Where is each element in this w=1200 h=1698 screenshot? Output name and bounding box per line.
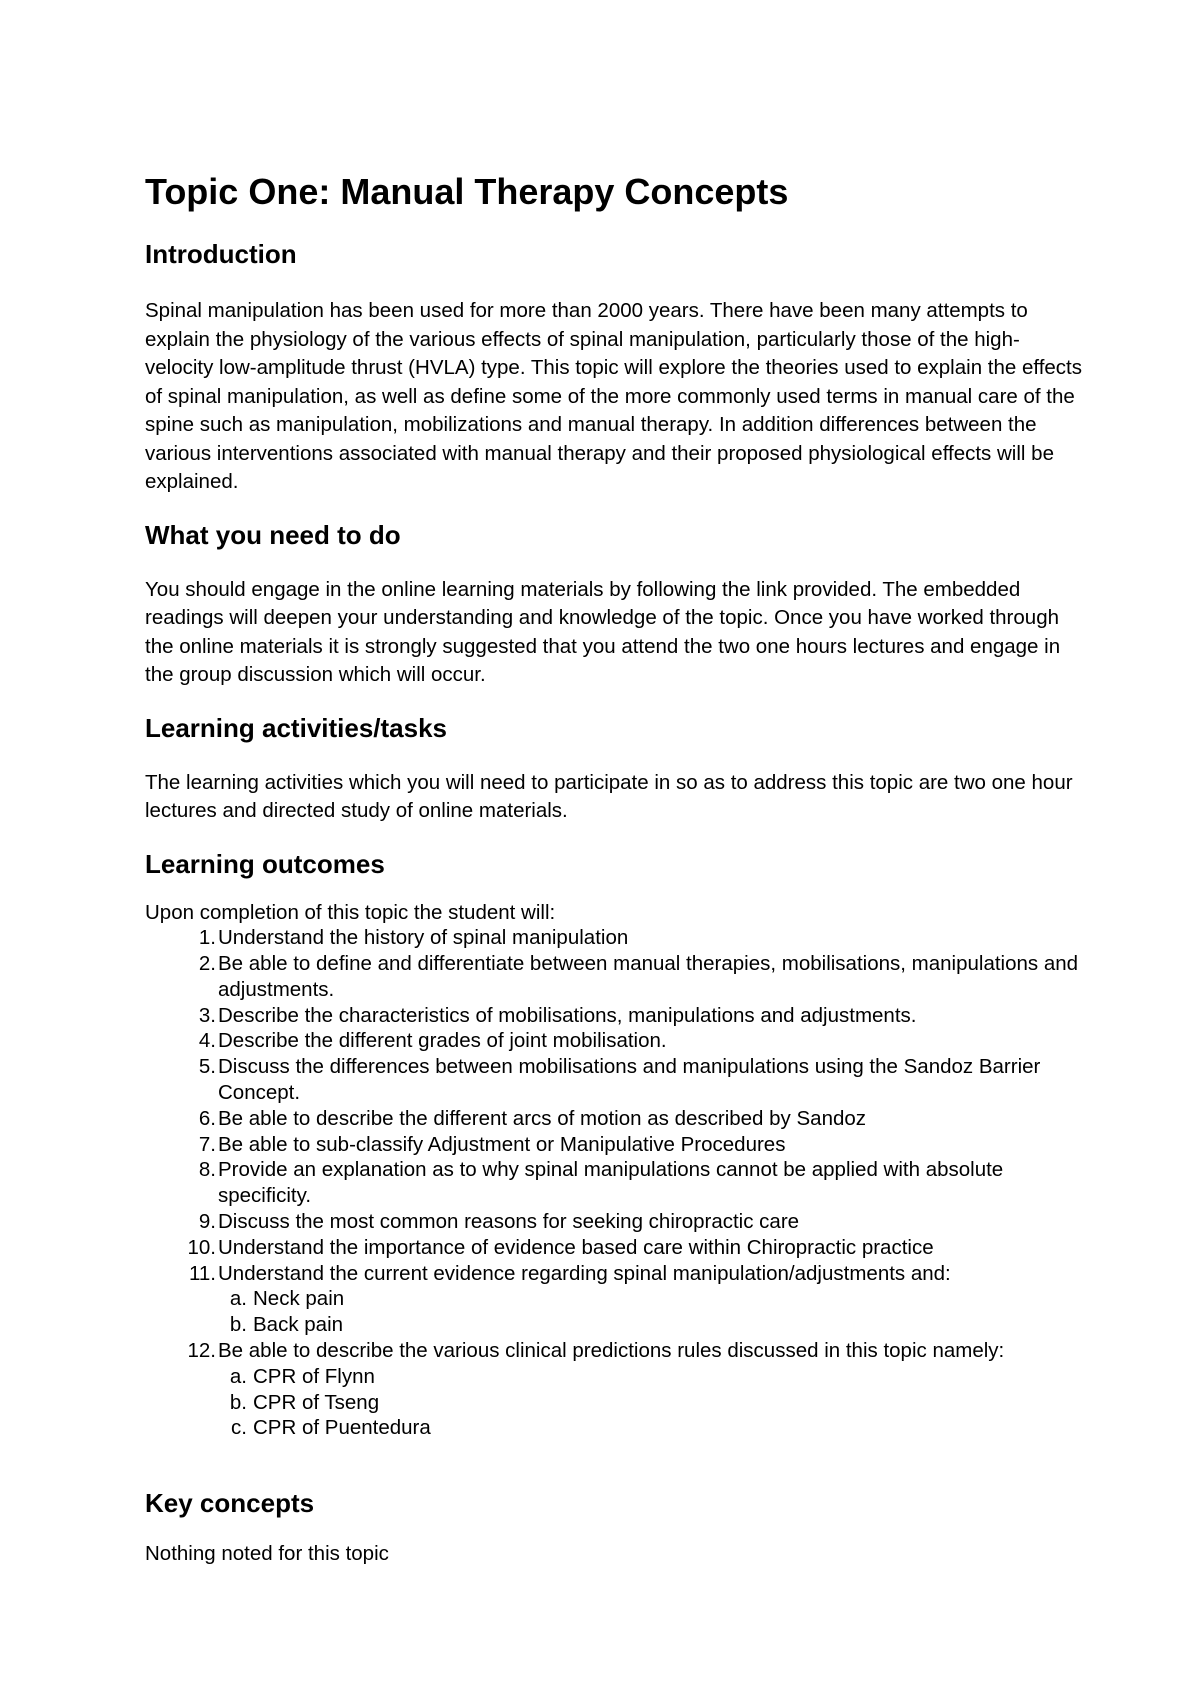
outcome-number: 11.: [189, 1261, 216, 1285]
outcome-number: 12.: [187, 1339, 216, 1363]
outcome-number: 6.: [198, 1106, 216, 1130]
outcome-subitem-text: Back pain: [253, 1313, 344, 1337]
outcome-text: Be able to sub-classify Adjustment or Manipulative Procedures: [218, 1132, 786, 1156]
outcome-text: Be able to describe the different arcs of motion as described by Sandoz: [218, 1106, 867, 1130]
outcome-sublist: [218, 1364, 1085, 1441]
outcome-number: 1.: [198, 926, 216, 950]
outcome-item: [145, 1106, 1085, 1132]
outcome-text: Understand the history of spinal manipulation: [218, 926, 629, 950]
outcome-text: Discuss the most common reasons for seeking chiropractic care: [218, 1210, 800, 1234]
learning-activities-heading: Learning activities/tasks: [145, 712, 448, 743]
outcome-number: 2.: [198, 952, 216, 976]
outcome-number: 7.: [198, 1132, 216, 1156]
outcome-subitem: [218, 1364, 1085, 1390]
what-you-need-to-do-paragraph: You should engage in the online learning materials by following the link provided. The embedded readings will deepen your understanding and knowledge of the topic. Once you have worked through the online materials it is strongly suggested that you attend the two one hours lectures and engage in the group discussion which will occur.: [145, 577, 1061, 686]
outcome-text: Provide an explanation as to why spinal manipulations cannot be applied with absolute specificity.: [218, 1158, 1004, 1208]
outcome-subitem: [218, 1390, 1085, 1416]
outcome-item: [145, 1132, 1085, 1158]
outcome-number: 8.: [198, 1158, 216, 1182]
outcome-text: Understand the current evidence regarding spinal manipulation/adjustments and:: [218, 1261, 951, 1285]
key-concepts-paragraph: Nothing noted for this topic: [145, 1542, 389, 1566]
learning-outcomes-list: [145, 925, 1085, 1441]
outcome-item: [145, 1338, 1085, 1441]
outcome-subitem-letter: b.: [229, 1313, 247, 1337]
outcome-subitem-text: CPR of Puentedura: [253, 1416, 431, 1440]
introduction-paragraph: Spinal manipulation has been used for more than 2000 years. There have been many attempts to explain the physiology of the various effects of spinal manipulation, particularly those of the high-velocity low-amplitude thrust (HVLA) type. This topic will explore the theories used to explain the effects of spinal manipulation, as well as define some of the more commonly used terms in manual care of the spine such as manipulation, mobilizations and manual therapy. In addition differences between the various interventions associated with manual therapy and their proposed physiological effects will be explained.: [145, 299, 1083, 493]
outcome-item: [145, 925, 1085, 951]
outcome-number: 3.: [198, 1003, 216, 1027]
outcome-text: Describe the different grades of joint mobilisation.: [218, 1029, 667, 1053]
outcome-subitem-letter: a.: [229, 1364, 247, 1388]
outcome-item: [145, 1209, 1085, 1235]
outcome-item: [145, 1028, 1085, 1054]
outcome-item: [145, 1157, 1085, 1209]
outcome-subitem-letter: c.: [231, 1416, 247, 1440]
outcome-text: Discuss the differences between mobilisations and manipulations using the Sandoz Barrier Concept.: [218, 1055, 1041, 1105]
outcome-item: [145, 1003, 1085, 1029]
introduction-heading: Introduction: [145, 239, 297, 269]
learning-activities-paragraph: The learning activities which you will need to participate in so as to address this topic are two one hour lectures and directed study of online materials.: [145, 770, 1073, 822]
outcome-subitem-letter: a.: [229, 1287, 247, 1311]
outcome-number: 4.: [198, 1029, 216, 1053]
outcome-text: Be able to describe the various clinical predictions rules discussed in this topic namely:: [218, 1339, 1005, 1363]
outcome-subitem-text: CPR of Flynn: [253, 1364, 375, 1388]
outcome-text: Be able to define and differentiate between manual therapies, mobilisations, manipulations and adjustments.: [218, 952, 1079, 1001]
outcome-item: [145, 1054, 1085, 1106]
outcome-item: [145, 1235, 1085, 1261]
outcome-number: 9.: [198, 1210, 216, 1234]
page-title: Topic One: Manual Therapy Concepts: [145, 171, 789, 212]
outcome-number: 5.: [198, 1055, 216, 1079]
key-concepts-heading: Key concepts: [145, 1488, 315, 1519]
what-you-need-to-do-heading: What you need to do: [145, 519, 401, 550]
outcome-subitem: [218, 1415, 1085, 1441]
learning-outcomes-lead: Upon completion of this topic the student will:: [145, 900, 556, 924]
outcome-text: Understand the importance of evidence based care within Chiropractic practice: [218, 1235, 934, 1259]
outcome-item: [145, 1261, 1085, 1338]
outcome-item: [145, 951, 1085, 1003]
outcome-subitem: [218, 1286, 1085, 1312]
outcome-text: Describe the characteristics of mobilisations, manipulations and adjustments.: [218, 1003, 917, 1027]
outcome-number: 10.: [187, 1235, 216, 1259]
outcome-subitem-text: CPR of Tseng: [253, 1390, 380, 1414]
outcome-subitem-letter: b.: [229, 1390, 247, 1414]
outcome-sublist: [218, 1286, 1085, 1338]
outcome-subitem: [218, 1312, 1085, 1338]
document-page: [145, 170, 1085, 1569]
learning-outcomes-heading: Learning outcomes: [145, 848, 385, 879]
outcome-subitem-text: Neck pain: [253, 1287, 345, 1311]
